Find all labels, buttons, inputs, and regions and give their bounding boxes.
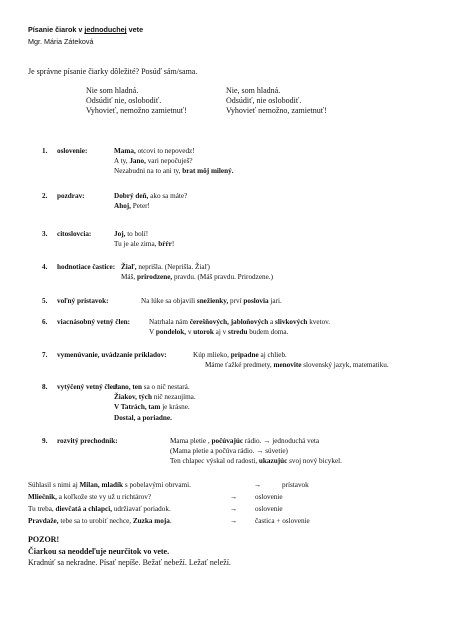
text-segment: prví [228, 297, 244, 305]
warning-rule: Čiarkou sa neoddeľuje neurčitok vo vete. [28, 547, 170, 556]
item-number: 5. [42, 297, 48, 305]
text-segment: Natrhala nám [149, 318, 190, 326]
text-segment: aj chlieb. [258, 351, 287, 359]
summary-sentence [28, 505, 171, 515]
text-segment: Tu treba, [28, 505, 56, 513]
text-segment: Tu je ale zima, [114, 240, 159, 249]
bold-text: Jano, [129, 157, 146, 166]
right-examples [226, 86, 327, 117]
warning-title: POZOR! [28, 535, 60, 544]
bold-text: bŕŕr [158, 240, 172, 249]
item-label: viacnásobný vetný člen: [57, 318, 131, 326]
text-segment: A ty, [114, 157, 130, 166]
item-label: vytýčený vetný člen: [57, 383, 120, 391]
example-line [114, 167, 234, 177]
text-segment: sa o nič nestará. [141, 383, 190, 391]
item-number: 2. [42, 192, 48, 200]
item-number: 6. [42, 318, 48, 326]
example-line [121, 263, 210, 273]
item-label: pozdrav: [57, 192, 85, 200]
text-segment: Máme ťažké predmety, [205, 361, 274, 370]
summary-tag: častica + oslovenie [255, 517, 310, 525]
warning-examples: Kradnúť sa nekradne. Písať nepíše. Bežať nebeží. Ležať neleží. [28, 558, 231, 567]
example-line [149, 318, 330, 328]
bold-text: snežienky, [196, 297, 229, 305]
item-label: citoslovcia: [57, 230, 92, 238]
text-segment: Kúp mlieko, [193, 351, 231, 359]
summary-tag: prístavok [282, 481, 309, 489]
text-segment: rádio. → jednoduchá veta [243, 437, 320, 445]
arrow-icon: → [230, 505, 238, 513]
text-segment: tebe sa to urobiť nechce, [58, 517, 133, 525]
bold-text: utorok [193, 328, 214, 337]
bold-text: pondelok, [155, 328, 187, 337]
example-line [193, 351, 287, 361]
text-segment: (Mama pletie a počúva rádio. → súvetie) [170, 447, 288, 456]
example-line [170, 437, 319, 447]
right-example: Nie, som hladná. [226, 86, 281, 95]
document-title [28, 25, 143, 35]
summary-sentence [28, 493, 151, 503]
bold-text: V Tatrách, tam [114, 403, 161, 412]
text-segment: aj v [213, 328, 229, 337]
text-segment: pravdu. (Máš pravdu. Prirodzene.) [172, 273, 273, 282]
bold-text: čerešňových, jabloňových [189, 318, 269, 326]
text-segment: . [169, 517, 172, 525]
example-line [170, 447, 288, 457]
bold-text: prirodzene, [136, 273, 173, 282]
bold-text: Zuzka moja [132, 517, 170, 525]
right-example: Vyhovieť nemožno, zamietnuť! [226, 106, 327, 116]
text-segment: Ten chlapec výskal od radosti, [170, 457, 259, 466]
text-segment: ! [171, 240, 175, 249]
item-label: rozvitý prechodník: [57, 437, 118, 445]
text-segment: nič nezaujíma. [151, 393, 196, 402]
summary-sentence [28, 517, 172, 527]
bold-text: prípadne [230, 351, 259, 359]
text-segment: Nezabudni na to ani ty, [114, 167, 183, 176]
text-segment: udržiavať poriadok. [112, 505, 171, 513]
example-line [114, 147, 195, 157]
example-line [114, 192, 187, 202]
example-line [114, 240, 174, 250]
text-segment: neprišla. (Neprišla. Žiaľ) [136, 263, 210, 271]
text-segment: svoj nový bicykel. [287, 457, 342, 466]
example-line [114, 202, 150, 212]
bold-text: Mama, [114, 147, 136, 155]
arrow-icon: → [254, 481, 262, 489]
text-segment: budem doma. [247, 328, 289, 337]
example-line [114, 230, 148, 240]
example-line [121, 273, 273, 283]
bold-text: Žiaľ, [121, 263, 137, 271]
title-underlined-word: jednoduchej [84, 25, 127, 34]
text-segment: Na lúke sa objavili [141, 297, 197, 305]
item-label: hodnotiace častice: [57, 263, 116, 271]
text-segment: otcovi to nepovedz! [135, 147, 195, 155]
bold-text: Žiakov, tých [114, 393, 152, 402]
item-number: 7. [42, 351, 48, 359]
summary-tag: oslovenie [255, 505, 283, 513]
right-example: Odsúdiť, nie oslobodiť. [226, 96, 302, 106]
left-examples [86, 86, 187, 117]
title-prefix: Písanie čiarok v [28, 25, 85, 34]
bold-text: dievčatá a chlapci, [55, 505, 112, 513]
text-segment: vari nepočuješ? [145, 157, 193, 166]
left-example: Odsúdiť nie, oslobodiť. [86, 96, 162, 106]
author-name: Mgr. Mária Záteková [28, 37, 94, 46]
bold-text: Dostal, a poriadne. [114, 413, 172, 422]
example-line [149, 328, 288, 338]
example-line [114, 414, 172, 424]
example-line [141, 297, 282, 307]
text-segment: a koľkože ste vy už u richtárov? [56, 493, 152, 501]
left-example: Nie som hladná. [86, 86, 139, 95]
example-line [170, 457, 342, 467]
bold-text: Dobrý deň, [114, 192, 149, 200]
bold-text: poslovia [243, 297, 269, 305]
text-segment: Súhlasil s nimi aj [28, 481, 80, 489]
text-segment: je krásne. [160, 403, 190, 412]
bold-text: Ahoj, [114, 202, 131, 211]
summary-tag: oslovenie [255, 493, 283, 501]
text-segment: Mama pletie , [170, 437, 212, 445]
item-number: 3. [42, 230, 48, 238]
text-segment: to bolí! [125, 230, 149, 238]
text-segment: Peter! [130, 202, 150, 211]
text-segment: s pobelavými obrvami. [123, 481, 191, 489]
item-label: vymenúvanie, uvádzanie príkladov: [57, 351, 167, 359]
summary-sentence [28, 481, 191, 491]
example-line [114, 157, 193, 167]
text-segment: V [149, 328, 156, 337]
text-segment: a [268, 318, 276, 326]
bold-text: Joj, [114, 230, 126, 238]
bold-text: slivkových [275, 318, 308, 326]
example-line [114, 393, 196, 403]
left-example: Vyhovieť, nemožno zamietnuť! [86, 106, 187, 116]
bold-text: stredu [228, 328, 248, 337]
text-segment: ako sa máte? [148, 192, 188, 200]
text-segment: jari. [268, 297, 282, 305]
example-line [205, 361, 389, 371]
text-segment: kvetov. [307, 318, 331, 326]
text-segment: Máš, [121, 273, 137, 282]
bold-text: ukazujúc [258, 457, 288, 466]
bold-text: počúvajúc [211, 437, 244, 445]
bold-text: Milan, mladík [79, 481, 124, 489]
item-label: voľný prístavok: [57, 297, 109, 305]
intro-question: Je správne písanie čiarky dôležité? Posúď sám/sama. [28, 67, 198, 76]
bold-text: Mliečnik, [28, 493, 57, 501]
bold-text: Pravdaže, [28, 517, 59, 525]
arrow-icon: → [230, 517, 238, 525]
example-line [114, 383, 190, 393]
text-segment: v [186, 328, 194, 337]
title-suffix: vete [126, 25, 144, 34]
bold-text: Jano, ten [114, 383, 142, 391]
text-segment: slovenský jazyk, matematiku. [301, 361, 389, 370]
arrow-icon: → [230, 493, 238, 501]
item-number: 8. [42, 383, 48, 391]
bold-text: brat môj milený. [182, 167, 234, 176]
bold-text: menovite [273, 361, 302, 370]
item-number: 1. [42, 147, 48, 155]
item-number: 4. [42, 263, 48, 271]
example-line [114, 403, 190, 413]
item-number: 9. [42, 437, 48, 445]
item-label: oslovenie: [57, 147, 88, 155]
